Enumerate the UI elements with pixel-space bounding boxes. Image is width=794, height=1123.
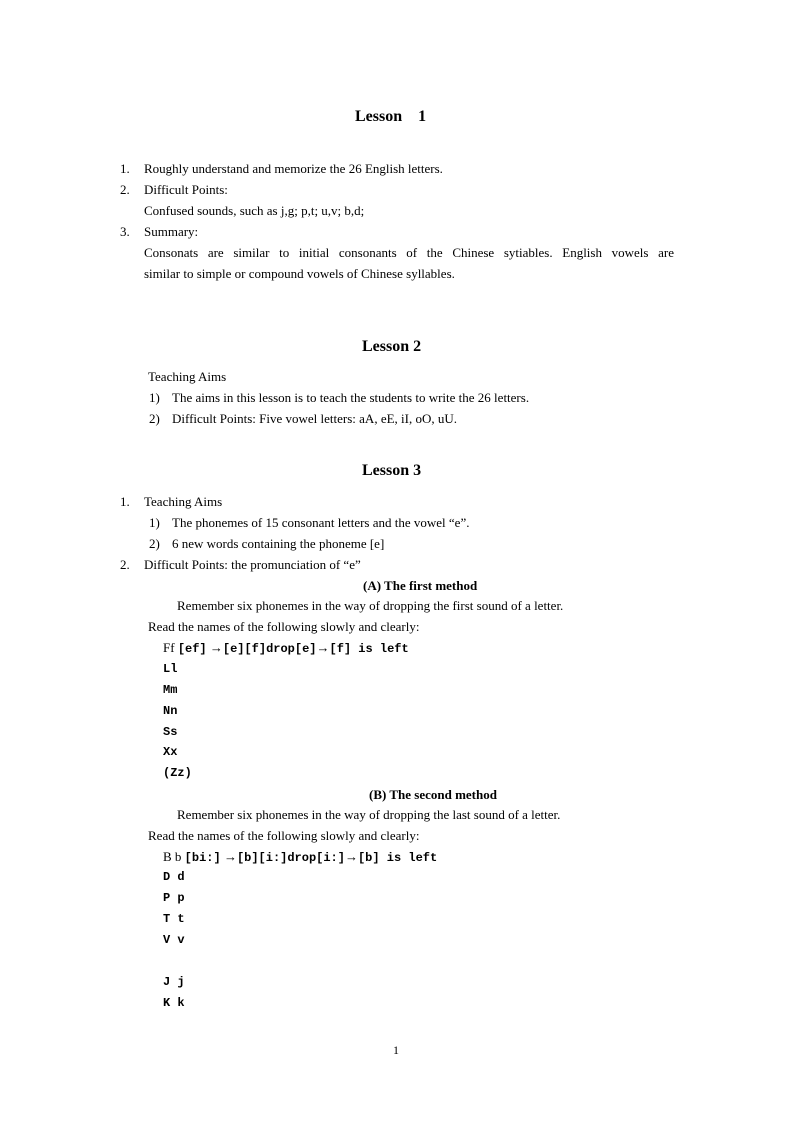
method-a-rule-row	[163, 640, 409, 656]
lesson1-item2-text: Difficult Points:	[144, 182, 228, 197]
method-a-rule-c: [f] is left	[329, 642, 409, 656]
lesson1-item3-text: Summary:	[144, 224, 199, 239]
method-a-instruction: Read the names of the following slowly and clearly:	[148, 619, 420, 634]
method-b-letter: D d	[163, 870, 185, 884]
method-b-letter: P p	[163, 891, 185, 905]
lesson3-item2-text: Difficult Points: the promunciation of “e”	[144, 557, 361, 572]
lesson2-title: Lesson 2	[362, 338, 422, 355]
lesson1-item1-num: 1.	[120, 161, 130, 176]
lesson2-item1-num: 1)	[149, 390, 160, 405]
lesson1-item3-detail-line1: Consonats are similar to initial consonants of the Chinese sytiables. English vowels are	[144, 245, 674, 260]
lesson3-title: Lesson 3	[362, 462, 422, 479]
lesson1-title: Lesson 1	[355, 108, 427, 125]
lesson3-subitem2-text: 6 new words containing the phoneme [e]	[172, 536, 385, 551]
method-b-rule-b: [b][i:]drop[i:]	[236, 851, 345, 865]
method-a-letter: Ll	[163, 662, 178, 676]
arrow-icon: →	[344, 849, 358, 864]
method-a-letter: Mm	[163, 683, 178, 697]
method-a-rule-b: [e][f]drop[e]	[222, 642, 317, 656]
lesson1-item3-num: 3.	[120, 224, 130, 239]
method-a-letter: (Zz)	[163, 766, 192, 780]
lesson2-heading: Teaching Aims	[148, 369, 227, 384]
method-a-first-letter: Ff	[163, 640, 175, 655]
lesson2-item2-num: 2)	[149, 411, 160, 426]
lesson3-subitem1-num: 1)	[149, 515, 160, 530]
lesson3-item1-text: Teaching Aims	[144, 494, 223, 509]
lesson2-item1-text: The aims in this lesson is to teach the students to write the 26 letters.	[172, 390, 530, 405]
lesson3-item2-num: 2.	[120, 557, 130, 572]
method-b-instruction: Read the names of the following slowly and clearly:	[148, 828, 420, 843]
method-a-letter: Nn	[163, 704, 178, 718]
method-a-letter: Xx	[163, 745, 178, 759]
method-b-letter: J j	[163, 975, 185, 989]
method-b-rule-c: [b] is left	[357, 851, 438, 865]
lesson3-subitem2-num: 2)	[149, 536, 160, 551]
method-a-rule-a: [ef]	[177, 642, 207, 656]
lesson1-item1-text: Roughly understand and memorize the 26 English letters.	[144, 161, 443, 176]
lesson3-item1-num: 1.	[120, 494, 130, 509]
method-b-letter: T t	[163, 912, 185, 926]
lesson1-item3-detail-line2: similar to simple or compound vowels of Chinese syllables.	[144, 266, 455, 281]
method-a-title: (A) The first method	[363, 578, 478, 593]
lesson1-item2-num: 2.	[120, 182, 130, 197]
method-b-rule-row	[163, 849, 437, 865]
method-b-title: (B) The second method	[369, 787, 497, 802]
lesson3-subitem1-text: The phonemes of 15 consonant letters and the vowel “e”.	[172, 515, 470, 530]
arrow-icon: →	[223, 849, 237, 864]
arrow-icon: →	[316, 640, 330, 655]
lesson2-item2-text: Difficult Points: Five vowel letters: aA, eE, iI, oO, uU.	[172, 411, 457, 426]
method-b-desc: Remember six phonemes in the way of dropping the last sound of a letter.	[177, 807, 561, 822]
method-b-rule-a: [bi:]	[184, 851, 221, 865]
page-number: 1	[393, 1043, 399, 1057]
arrow-icon: →	[209, 640, 223, 655]
method-b-letter: V v	[163, 933, 185, 947]
method-a-desc: Remember six phonemes in the way of dropping the first sound of a letter.	[177, 598, 564, 613]
method-b-first-letter: B b	[163, 849, 182, 864]
lesson1-item2-detail: Confused sounds, such as j,g; p,t; u,v; b,d;	[144, 203, 365, 218]
method-a-letter: Ss	[163, 725, 178, 739]
method-b-letter: K k	[163, 996, 185, 1010]
